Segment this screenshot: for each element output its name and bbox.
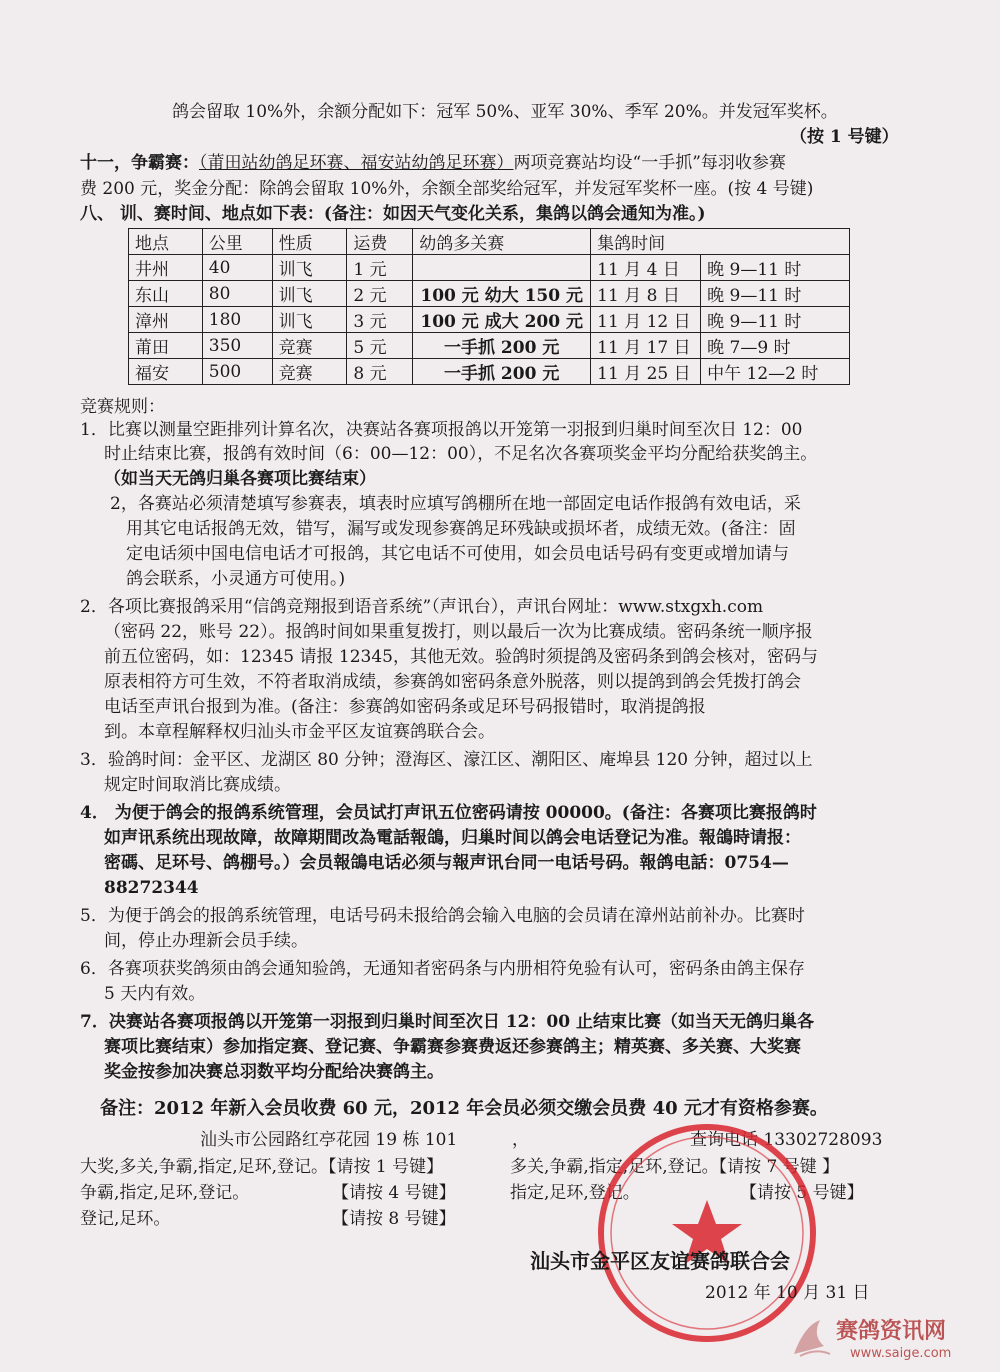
rule-8-line-3: 奖金按参加决赛总羽数平均分配给决赛鸽主。 — [104, 1062, 444, 1082]
key-1-left: 大奖,多关,争霸,指定,足环,登记。【请按 1 号键】 — [80, 1157, 444, 1177]
watermark-logo-icon — [786, 1310, 986, 1364]
table-cell: 11 月 8 日 — [591, 281, 701, 307]
address-separator: ， — [512, 1130, 529, 1150]
key-2-right-desc: 指定,足环,登记。 — [510, 1183, 640, 1203]
table-cell: 井州 — [129, 255, 203, 281]
rule-8-line-2: 赛项比赛结束）参加指定赛、登记赛、争霸赛参赛费返还参赛鸽主；精英赛、多关赛、大奖赛 — [104, 1037, 801, 1057]
table-header-cell: 地点 — [129, 229, 203, 255]
table-cell: 晚 9—11 时 — [701, 281, 850, 307]
rule-3-line-6: 到。本章程解释权归汕头市金平区友谊赛鸽联合会。 — [104, 722, 495, 742]
rule-8-line-1: 7．决赛站各赛项报鸽以开笼第一羽报到归巢时间至次日 12：00 止结束比赛（如当天无鸽归巢各 — [80, 1012, 814, 1032]
table-row — [129, 255, 850, 281]
fee-line: 费 200 元，奖金分配：除鸽会留取 10%外，余额全部奖给冠军，并发冠军奖杯一座。(按 4 号键) — [80, 179, 814, 199]
rule-4-line-2: 规定时间取消比赛成绩。 — [104, 775, 291, 795]
table-header-row — [129, 229, 850, 255]
table-cell: 11 月 4 日 — [591, 255, 701, 281]
table-cell: 晚 9—11 时 — [701, 255, 850, 281]
item-eleven-label: 十一，争霸赛： — [80, 153, 199, 173]
table-cell: 100 元 幼大 150 元 — [413, 281, 591, 307]
table-cell: 东山 — [129, 281, 203, 307]
schedule-table — [128, 228, 850, 385]
table-cell: 40 — [202, 255, 272, 281]
table-cell: 180 — [202, 307, 272, 333]
table-cell: 80 — [202, 281, 272, 307]
table-cell: 晚 7—9 时 — [701, 333, 850, 359]
key-2-left-desc: 争霸,指定,足环,登记。 — [80, 1183, 250, 1203]
item-eleven-line — [80, 152, 786, 174]
table-cell: 竞赛 — [272, 359, 347, 385]
rule-1-line-1: 1．比赛以测量空距排列计算名次，决赛站各赛项报鸽以开笼第一羽报到归巢时间至次日 12：00 — [80, 420, 803, 440]
rule-7-line-1: 6．各赛项获奖鸽须由鸽会通知验鸽，无通知者密码条与内册相符免验有认可，密码条由鸽主保存 — [80, 959, 805, 979]
table-cell: 11 月 12 日 — [591, 307, 701, 333]
table-cell: 3 元 — [347, 307, 413, 333]
rule-5-line-3: 密碼、足环号、鸽棚号。）会员報鴿电话必须与報声讯台同一电话号码。報鸽电話：0754— — [104, 853, 789, 873]
prize-split-line: 鸽会留取 10%外，余额分配如下：冠军 50%、亚军 30%、季军 20%。并发冠军奖杯。 — [172, 102, 838, 122]
table-cell: 竞赛 — [272, 333, 347, 359]
rule-2-line-4: 鸽会联系，小灵通方可使用。) — [126, 569, 346, 589]
item-eleven-underline: （莆田站幼鸽足环赛、福安站幼鸽足环赛） — [199, 153, 514, 173]
table-cell: 晚 9—11 时 — [701, 307, 850, 333]
item-eleven-rest: 两项竞赛站均设“一手抓”每羽收参赛 — [513, 153, 786, 173]
table-cell: 100 元 成大 200 元 — [413, 307, 591, 333]
table-cell: 莆田 — [129, 333, 203, 359]
table-cell: 漳州 — [129, 307, 203, 333]
rule-2-line-1: 2，各赛站必须清楚填写参赛表，填表时应填写鸽棚所在地一部固定电话作报鸽有效电话，采 — [110, 494, 801, 514]
table-cell: 1 元 — [347, 255, 413, 281]
table-cell — [413, 255, 591, 281]
table-header-cell: 幼鸽多关赛 — [413, 229, 591, 255]
table-cell: 11 月 17 日 — [591, 333, 701, 359]
address: 汕头市公园路红亭花园 19 栋 101 — [200, 1130, 458, 1150]
rule-2-line-2: 用其它电话报鸽无效，错写，漏写或发现参赛鸽足环残缺或损坏者，成绩无效。(备注：固 — [126, 519, 796, 539]
inquiry-phone: 查询电话 13302728093 — [690, 1130, 883, 1150]
table-cell: 2 元 — [347, 281, 413, 307]
table-row — [129, 281, 850, 307]
rule-4-line-1: 3．验鸽时间：金平区、龙湖区 80 分钟；澄海区、濠江区、潮阳区、庵埠县 120 分钟，超过以上 — [80, 750, 813, 770]
membership-note: 备注：2012 年新入会员收费 60 元，2012 年会员必须交缴会员费 40 元才有资格参赛。 — [100, 1098, 828, 1119]
watermark-url: www.saige.com — [850, 1346, 952, 1361]
rule-1-line-3: （如当天无鸽归巢各赛项比赛结束） — [104, 469, 376, 489]
key-2-left-key: 【请按 4 号键】 — [332, 1183, 456, 1203]
table-cell: 训飞 — [272, 255, 347, 281]
rule-7-line-2: 5 天内有效。 — [104, 984, 206, 1004]
table-cell: 福安 — [129, 359, 203, 385]
table-cell: 一手抓 200 元 — [413, 359, 591, 385]
rule-3-line-3: 前五位密码，如：12345 请报 12345，其他无效。验鸽时须提鸽及密码条到鸽会核对，密码与 — [104, 647, 818, 667]
table-header-cell: 集鸽时间 — [591, 229, 850, 255]
key-note: （按 1 号键） — [790, 127, 899, 147]
key-1-right: 多关,争霸,指定,足环,登记。【请按 7 号键 】 — [510, 1157, 840, 1177]
watermark-name: 赛鸽资讯网 — [836, 1319, 947, 1344]
table-row — [129, 307, 850, 333]
rule-6-line-1: 5．为便于鸽会的报鸽系统管理，电话号码未报给鸽会输入电脑的会员请在漳州站前补办。比赛时 — [80, 906, 805, 926]
rule-3-line-2: （密码 22，账号 22）。报鸽时间如果重复拨打，则以最后一次为比赛成绩。密码条统一顺序报 — [104, 622, 813, 642]
table-row — [129, 333, 850, 359]
key-2-right-key: 【请按 5 号键】 — [740, 1183, 864, 1203]
key-3-left-key: 【请按 8 号键】 — [332, 1209, 456, 1229]
organization-signature: 汕头市金平区友谊赛鸽联合会 — [530, 1249, 790, 1273]
table-cell: 11 月 25 日 — [591, 359, 701, 385]
rule-3-line-4: 原表相符方可生效，不符者取消成绩，参赛鸽如密码条意外脱落，则以提鸽到鸽会凭拨打鸽会 — [104, 672, 801, 692]
rules-title: 竞赛规则： — [80, 397, 165, 417]
schedule-heading: 八、 训、赛时间、地点如下表：(备注：如因天气变化关系，集鸽以鸽会通知为准。) — [80, 204, 706, 224]
table-cell: 8 元 — [347, 359, 413, 385]
table-header-cell: 性质 — [272, 229, 347, 255]
rule-6-line-2: 间，停止办理新会员手续。 — [104, 931, 308, 951]
table-cell: 中午 12—2 时 — [701, 359, 850, 385]
table-cell: 训飞 — [272, 307, 347, 333]
rule-1-line-2: 时止结束比赛，报鸽有效时间（6：00—12：00），不足名次各赛项奖金平均分配给获奖鸽主。 — [104, 444, 818, 464]
table-cell: 350 — [202, 333, 272, 359]
rule-2-line-3: 定电话须中国电信电话才可报鸽，其它电话不可使用，如会员电话号码有变更或增加请与 — [126, 544, 789, 564]
table-header-cell: 公里 — [202, 229, 272, 255]
table-row — [129, 359, 850, 385]
rule-5-line-2: 如声讯系统出现故障，故障期間改為電話報鴿，归巢时间以鸽会电话登记为准。報鴿時请报： — [104, 828, 801, 848]
rule-3-line-5: 电话至声讯台报到为准。(备注：参赛鸽如密码条或足环号码报错时，取消提鸽报 — [104, 697, 706, 717]
rule-5-line-4: 88272344 — [104, 878, 199, 898]
table-cell: 训飞 — [272, 281, 347, 307]
signature-date: 2012 年 10 月 31 日 — [705, 1283, 870, 1303]
key-3-left-desc: 登记,足环。 — [80, 1209, 171, 1229]
table-header-cell: 运费 — [347, 229, 413, 255]
rule-3-line-1: 2．各项比赛报鸽采用“信鸽竞翔报到语音系统”（声讯台），声讯台网址：www.stxgxh.com — [80, 597, 764, 617]
table-cell: 500 — [202, 359, 272, 385]
rule-5-line-1: 4． 为便于鸽会的报鸽系统管理，会员试打声讯五位密码请按 00000。(备注：各赛项比赛报鸽时 — [80, 803, 817, 823]
table-cell: 5 元 — [347, 333, 413, 359]
table-cell: 一手抓 200 元 — [413, 333, 591, 359]
